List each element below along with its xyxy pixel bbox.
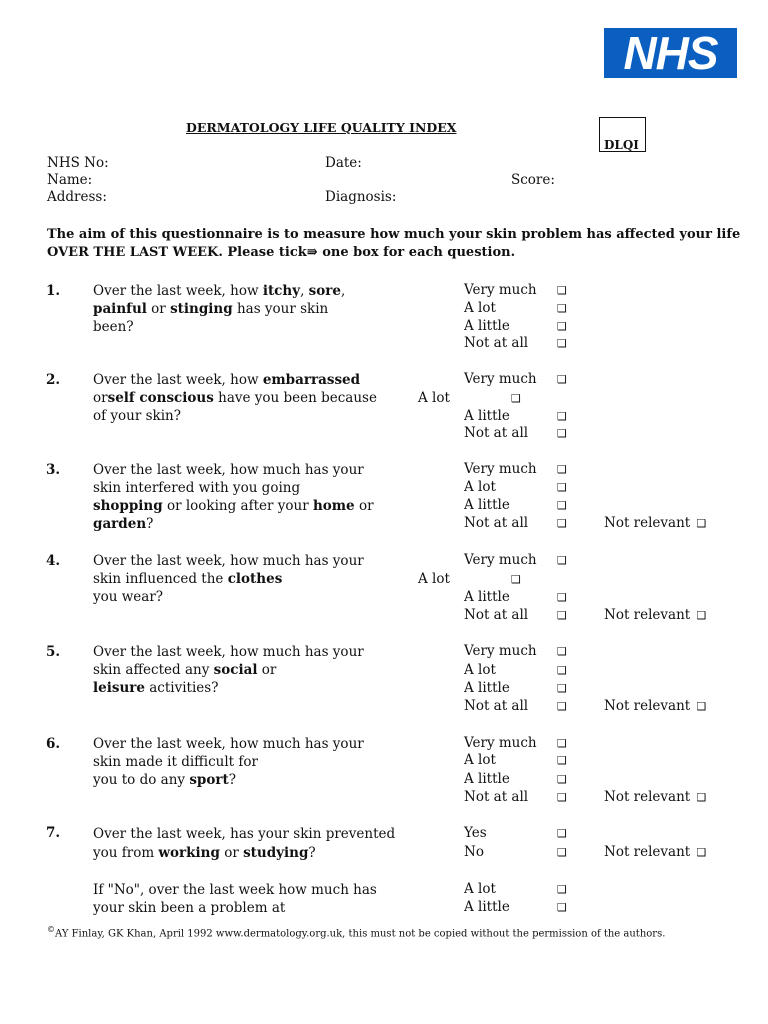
option-label: A lot [464,300,496,316]
option-label: A lot [464,752,496,768]
option-label: Very much [464,735,537,751]
name-label: Name: [47,172,93,188]
checkbox[interactable]: ❑ [557,481,567,494]
question-number: 6. [46,736,61,752]
option-label: Not at all [464,425,529,441]
checkbox[interactable]: ❑ [557,463,567,476]
copyright-footer [47,925,665,939]
checkbox[interactable]: ❑ [557,373,567,386]
copyright-text: AY Finlay, GK Khan, April 1992 www.dermatology.org.uk, this must not be copied without the permission of the authors. [55,928,666,940]
date-label: Date: [325,155,362,171]
address-label: Address: [47,189,107,205]
question-number: 1. [46,283,61,299]
checkbox[interactable]: ❑ [557,737,567,750]
question-text: If "No", over the last week how much has [93,882,377,898]
question-number: 3. [46,462,61,478]
option-label: A lot [464,479,496,495]
checkbox[interactable]: ❑ [557,591,567,604]
intro-text [47,226,740,262]
checkbox[interactable]: ❑ [557,791,567,804]
checkbox[interactable]: ❑ [557,427,567,440]
checkbox[interactable]: ❑ [557,320,567,333]
checkbox[interactable]: ❑ [557,499,567,512]
checkbox[interactable]: ❑ [557,754,567,767]
option-label: Very much [464,371,537,387]
question-number: 2. [46,372,61,388]
checkbox[interactable]: ❑ [557,773,567,786]
option-label: A little [464,497,510,513]
question-number: 7. [46,825,61,841]
not-relevant-option[interactable]: Not relevant ❑ [604,515,707,531]
question-text: Over the last week, how much has your skin interfered with you going shopping or looking after your home or garden? [93,462,374,532]
intro-line-1: The aim of this questionnaire is to measure how much your skin problem has affected your life [47,227,741,242]
option-label: A lot [418,390,450,406]
intro-line-2: OVER THE LAST WEEK. Please tick⇛ one box for each question. [47,245,516,260]
diagnosis-label: Diagnosis: [325,189,397,205]
checkbox[interactable]: ❑ [557,700,567,713]
checkbox[interactable]: ❑ [557,284,567,297]
option-label: A little [464,318,510,334]
option-label: A lot [464,662,496,678]
checkbox[interactable]: ❑ [557,554,567,567]
question-text: Over the last week, how much has your skin affected any social or leisure activities? [93,644,364,696]
question-text: Over the last week, how embarrassed orself conscious have you been because of your skin? [93,372,377,424]
option-label: Very much [464,461,537,477]
checkbox[interactable]: ❑ [557,827,567,840]
question-text: your skin been a problem at [93,900,286,916]
option-label: Yes [464,825,487,841]
checkbox[interactable]: ❑ [557,664,567,677]
checkbox[interactable]: ❑ [557,302,567,315]
option-label: A little [464,771,510,787]
checkbox[interactable]: ❑ [557,901,567,914]
not-relevant-option[interactable]: Not relevant ❑ [604,789,707,805]
checkbox[interactable]: ❑ [696,609,707,622]
option-label: A lot [418,571,450,587]
option-label: Very much [464,282,537,298]
checkbox[interactable]: ❑ [696,700,707,713]
question-text: you from working or studying? [93,845,316,861]
option-label: A little [464,680,510,696]
checkbox[interactable]: ❑ [557,682,567,695]
checkbox[interactable]: ❑ [696,791,707,804]
checkbox[interactable]: ❑ [557,609,567,622]
option-label: A little [464,408,510,424]
option-label: A little [464,589,510,605]
option-label: Not at all [464,698,529,714]
option-label: Not at all [464,607,529,623]
not-relevant-option[interactable]: Not relevant ❑ [604,607,707,623]
dlqi-badge [599,117,646,152]
checkbox[interactable]: ❑ [557,846,567,859]
question-number: 5. [46,644,61,660]
question-text: Over the last week, how much has your skin influenced the clothes you wear? [93,553,364,605]
not-relevant-option[interactable]: Not relevant ❑ [604,698,707,714]
checkbox[interactable]: ❑ [511,573,521,586]
checkbox[interactable]: ❑ [557,645,567,658]
question-text: Over the last week, has your skin prevented [93,826,396,842]
checkbox[interactable]: ❑ [511,392,521,405]
checkbox[interactable]: ❑ [557,410,567,423]
checkbox[interactable]: ❑ [557,337,567,350]
option-label: Not at all [464,515,529,531]
page-title: DERMATOLOGY LIFE QUALITY INDEX [186,120,457,135]
nhs-logo: NHS [604,28,737,78]
checkbox[interactable]: ❑ [557,883,567,896]
question-text: Over the last week, how itchy, sore, painful or stinging has your skin been? [93,283,346,335]
checkbox[interactable]: ❑ [696,846,707,859]
score-label: Score: [511,172,555,188]
option-label: Not at all [464,789,529,805]
option-label: A lot [464,881,496,897]
nhs-no-label: NHS No: [47,155,109,171]
option-label: A little [464,899,510,915]
dlqi-badge-label: DLQI [604,138,639,152]
option-label: No [464,844,484,860]
checkbox[interactable]: ❑ [696,517,707,530]
question-text: Over the last week, how much has your skin made it difficult for you to do any sport? [93,736,364,788]
question-number: 4. [46,553,61,569]
option-label: Not at all [464,335,529,351]
option-label: Very much [464,552,537,568]
not-relevant-option[interactable]: Not relevant ❑ [604,844,707,860]
option-label: Very much [464,643,537,659]
copyright-symbol: © [47,925,55,934]
checkbox[interactable]: ❑ [557,517,567,530]
